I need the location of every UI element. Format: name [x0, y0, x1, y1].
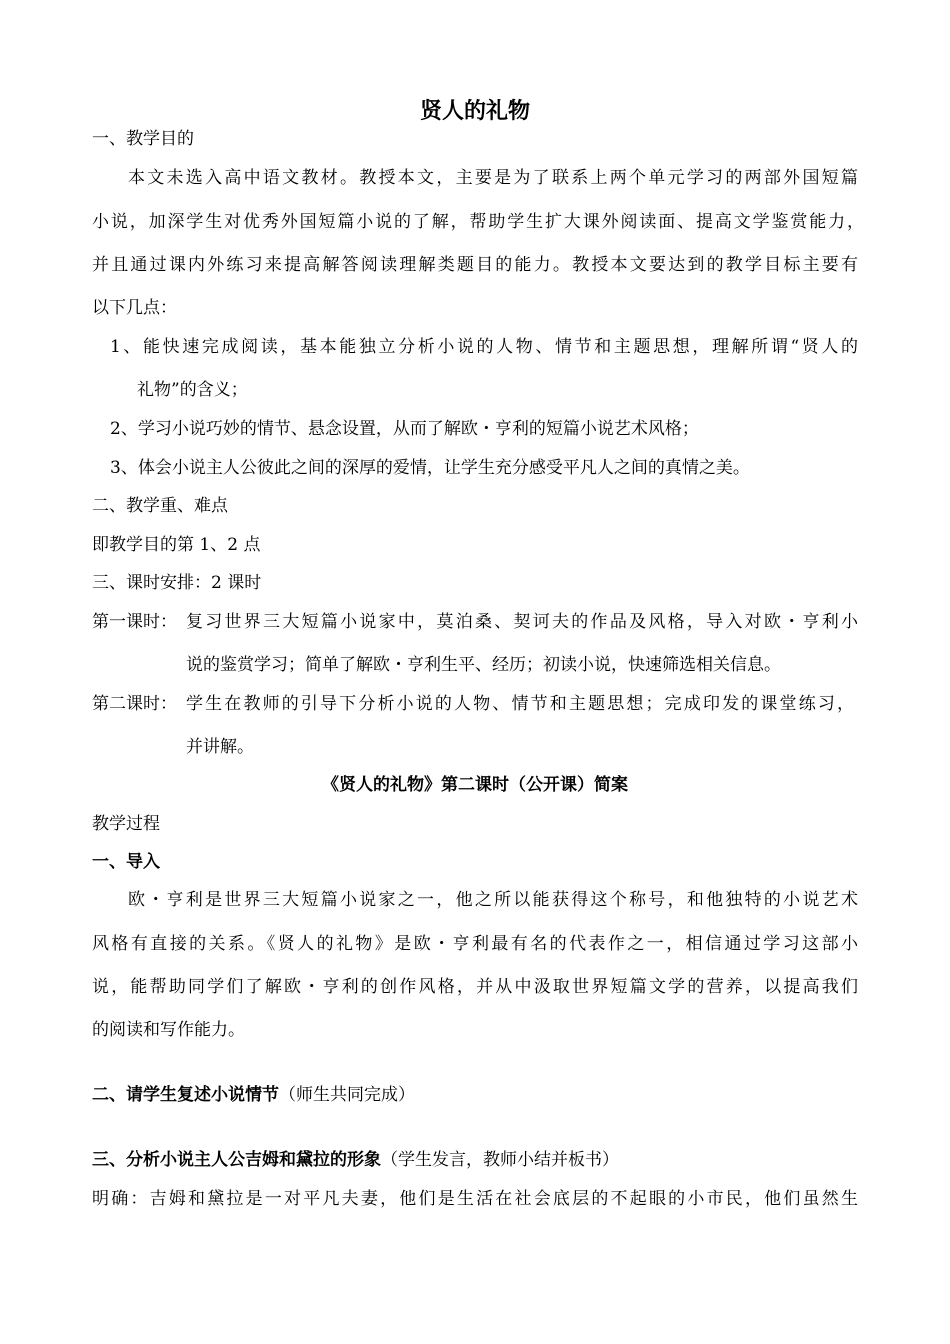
step-2-heading: 二、请学生复述小说情节: [92, 1085, 279, 1105]
clarify-line: 明确：吉姆和黛拉是一对平凡夫妻，他们是生活在社会底层的不起眼的小市民，他们虽然生: [92, 1189, 858, 1209]
lesson1-line-2: 说的鉴赏学习；简单了解欧・亨利生平、经历；初读小说，快速筛选相关信息。: [186, 655, 781, 675]
lesson2-label: 第二课时：: [92, 694, 177, 714]
step-3-note: （学生发言，教师小结并板书）: [381, 1150, 619, 1170]
plan-subtitle: 《贤人的礼物》第二课时（公开课）简案: [322, 775, 628, 795]
step-2-note: （师生共同完成）: [279, 1085, 415, 1105]
goal-1-line-1: 1、能快速完成阅读，基本能独立分析小说的人物、情节和主题思想，理解所谓“贤人的: [110, 337, 858, 357]
intro-line: 说，能帮助同学们了解欧・亨利的创作风格，并从中汲取世界短篇文学的营养，以提高我们: [92, 977, 858, 997]
section2-text: 即教学目的第 1、2 点: [92, 535, 261, 555]
section1-para-line: 以下几点：: [92, 298, 177, 318]
step-3: [92, 1149, 619, 1171]
section2-heading: 二、教学重、难点: [92, 496, 228, 516]
lesson1-line-1: 复习世界三大短篇小说家中，莫泊桑、契诃夫的作品及风格，导入对欧・亨利小: [186, 612, 858, 632]
goal-3: 3、体会小说主人公彼此之间的深厚的爱情，让学生充分感受平凡人之间的真情之美。: [110, 458, 750, 478]
goal-1-line-2: 礼物”的含义；: [137, 380, 248, 400]
lesson2-line-1: 学生在教师的引导下分析小说的人物、情节和主题思想；完成印发的课堂练习，: [186, 694, 854, 714]
section1-para-line: 本文未选入高中语文教材。教授本文，主要是为了联系上两个单元学习的两部外国短篇: [128, 168, 858, 188]
section1-heading: 一、教学目的: [92, 129, 194, 149]
lesson2-line-2: 并讲解。: [186, 737, 254, 757]
process-label: 教学过程: [92, 814, 160, 834]
intro-line: 的阅读和写作能力。: [92, 1020, 245, 1040]
section3-heading: 三、课时安排：2 课时: [92, 573, 262, 593]
step-2: [92, 1084, 415, 1106]
lesson1-label: 第一课时：: [92, 612, 177, 632]
intro-heading: 一、导入: [92, 852, 160, 872]
goal-2: 2、学习小说巧妙的情节、悬念设置，从而了解欧・亨利的短篇小说艺术风格；: [110, 419, 699, 439]
section1-para-line: 并且通过课内外练习来提高解答阅读理解类题目的能力。教授本文要达到的教学目标主要有: [92, 255, 858, 275]
document-title: 贤人的礼物: [419, 98, 530, 124]
step-3-heading: 三、分析小说主人公吉姆和黛拉的形象: [92, 1150, 381, 1170]
intro-line: 风格有直接的关系。《贤人的礼物》是欧・亨利最有名的代表作之一，相信通过学习这部小: [92, 934, 858, 954]
intro-line: 欧・亨利是世界三大短篇小说家之一，他之所以能获得这个称号，和他独特的小说艺术: [128, 890, 858, 910]
section1-para-line: 小说，加深学生对优秀外国短篇小说的了解，帮助学生扩大课外阅读面、提高文学鉴赏能力，: [92, 212, 864, 232]
